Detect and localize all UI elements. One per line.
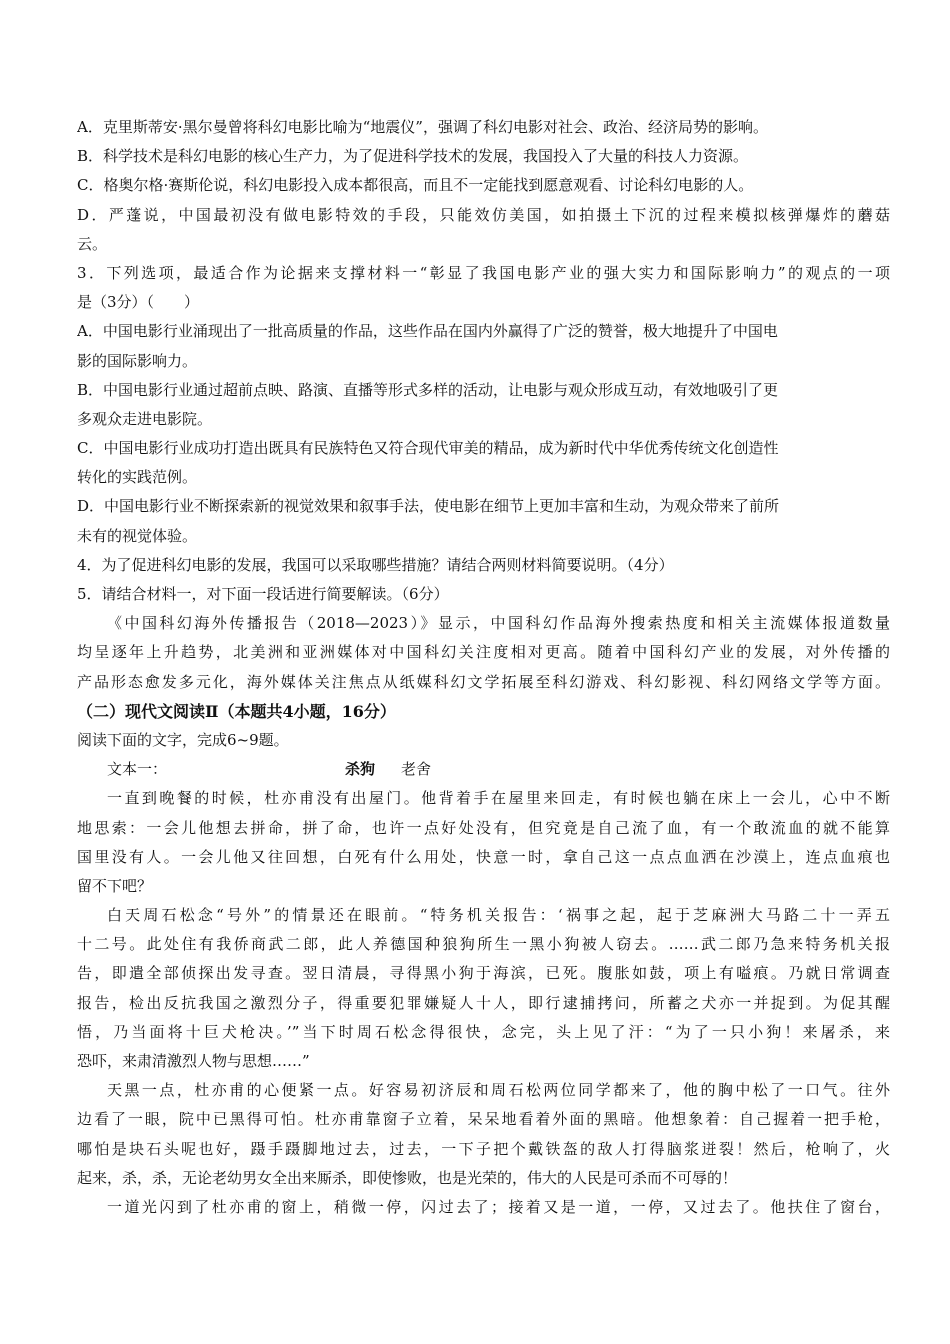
text-line: 3．下列选项，最适合作为论据来支撑材料一“彰显了我国电影产业的强大实力和国际影响力”的观点的一项 [77, 263, 890, 282]
text-line: D．中国电影行业不断探索新的视觉效果和叙事手法，使电影在细节上更加丰富和生动，为观众带来了前所 [77, 497, 780, 516]
text-line: 是（3分）（ ） [77, 293, 200, 312]
text-line: 哪怕是块石头呢也好，蹑手蹑脚地过去，过去，一下子把个戴铁盔的敌人打得脑浆迸裂！然后，枪响了，火 [77, 1139, 890, 1158]
text-line: 产品形态愈发多元化，海外媒体关注焦点从纸媒科幻文学拓展至科幻游戏、科幻影视、科幻网络文学等方面。 [77, 672, 890, 691]
text-line: B．科学技术是科幻电影的核心生产力，为了促进科学技术的发展，我国投入了大量的科技人力资源。 [77, 147, 749, 166]
text-line: A．克里斯蒂安·黑尔曼曾将科幻电影比喻为“地震仪”，强调了科幻电影对社会、政治、经济局势的影响。 [77, 118, 768, 136]
text-line: C．中国电影行业成功打造出既具有民族特色又符合现代审美的精品，成为新时代中华优秀传统文化创造性 [77, 439, 779, 458]
text-line: 恐吓，来肃清激烈人物与思想……” [77, 1052, 310, 1070]
text-line: 报告，检出反抗我国之激烈分子，得重要犯罪嫌疑人十人，即行逮捕拷问，所蓄之犬亦一并捉到。为促其醒 [77, 993, 890, 1012]
text-line: 十二号。此处住有我侨商武二郎，此人养德国种狼狗所生一黑小狗被人窃去。……武二郎乃急来特务机关报 [77, 935, 890, 954]
text-line: 影的国际影响力。 [77, 351, 198, 370]
text-line: A．中国电影行业涌现出了一批高质量的作品，这些作品在国内外赢得了广泛的赞誉，极大地提升了中国电 [77, 322, 778, 341]
text-line: D．严蓬说，中国最初没有做电影特效的手段，只能效仿美国，如拍摄土下沉的过程来模拟核弹爆炸的蘑菇 [77, 205, 890, 224]
section-heading: （二）现代文阅读Ⅱ（本题共4小题，16分） [77, 701, 396, 721]
text-line: 白天周石松念“号外”的情景还在眼前。“特务机关报告：‘祸事之起，起于芝麻洲大马路二十一弄五 [107, 906, 890, 925]
text-line: 告，即遣全部侦探出发寻查。翌日清晨，寻得黑小狗于海滨，已死。腹胀如鼓，项上有嗌痕。乃就日常调查 [77, 964, 890, 983]
text-line: 一道光闪到了杜亦甫的窗上，稍微一停，闪过去了；接着又是一道，一停，又过去了。他扶住了窗台， [107, 1197, 890, 1216]
text-line: 边看了一眼，院中已黑得可怕。杜亦甫靠窗子立着，呆呆地看着外面的黑暗。他想象着：自己握着一把手枪， [77, 1110, 890, 1129]
text-title-line [77, 755, 890, 784]
text-line: 转化的实践范例。 [77, 468, 198, 487]
text-line: 留不下吧？ [77, 876, 153, 895]
text-line: 5．请结合材料一，对下面一段话进行简要解读。（6分） [77, 585, 449, 603]
text-line: 悟，乃当面将十巨犬枪决。’”当下时周石松念得很快，念完，头上见了汗：“为了一只小狗！来屠杀，来 [77, 1022, 890, 1041]
text-label: 文本一： [107, 760, 168, 779]
text-line: 4．为了促进科幻电影的发展，我国可以采取哪些措施？请结合两则材料简要说明。（4分） [77, 555, 674, 574]
text-line: 起来，杀，杀，无论老幼男女全出来厮杀，即使惨败，也是光荣的，伟大的人民是可杀而不可辱的！ [77, 1168, 738, 1187]
text-line: 阅读下面的文字，完成6~9题。 [77, 730, 289, 749]
text-line: 多观众走进电影院。 [77, 409, 213, 428]
text-line: 未有的视觉体验。 [77, 526, 198, 545]
text-line: B．中国电影行业通过超前点映、路演、直播等形式多样的活动，让电影与观众形成互动，有效地吸引了更 [77, 380, 779, 399]
text-line: 天黑一点，杜亦甫的心便紧一点。好容易初济辰和周石松两位同学都来了，他的胸中松了一口气。往外 [107, 1081, 890, 1100]
story-title: 杀狗 [345, 760, 376, 779]
text-line: 一直到晚餐的时候，杜亦甫没有出屋门。他背着手在屋里来回走，有时候也躺在床上一会儿，心中不断 [107, 789, 890, 808]
text-line: 地思索：一会儿他想去拼命，拼了命，也许一点好处没有，但究竟是自己流了血，有一个敢流血的就不能算 [77, 818, 890, 837]
story-author: 老舍 [401, 760, 432, 779]
text-line: C．格奥尔格·赛斯伦说，科幻电影投入成本都很高，而且不一定能找到愿意观看、讨论科幻电影的人。 [77, 176, 754, 195]
text-line: 国里没有人。一会儿他又往回想，白死有什么用处，快意一时，拿自己这一点点血洒在沙漠上，连点血痕也 [77, 847, 890, 866]
text-line: 《中国科幻海外传播报告（2018—2023）》显示，中国科幻作品海外搜索热度和相关主流媒体报道数量 [107, 614, 890, 633]
text-line: 均呈逐年上升趋势，北美洲和亚洲媒体对中国科幻关注度相对更高。随着中国科幻产业的发展，对外传播的 [77, 643, 890, 662]
text-line: 云。 [77, 234, 108, 253]
